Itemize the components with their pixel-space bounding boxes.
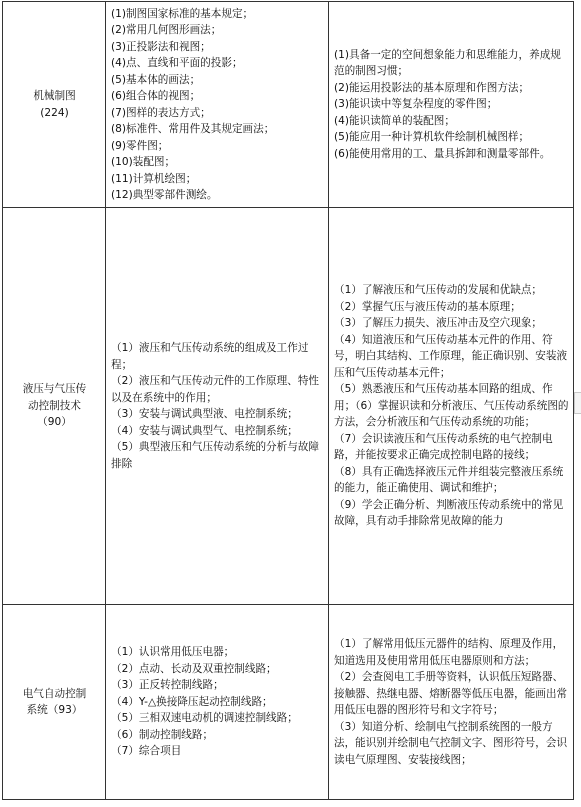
list-item: (1)制图国家标准的基本规定； xyxy=(111,7,254,20)
subject-name: 电气自动控制 xyxy=(22,687,87,700)
list-item: （3）安装与调试典型液、电控制系统； xyxy=(111,408,298,420)
subject-name: 机械制图 xyxy=(33,90,76,102)
list-item: （3）知道分析、绘制电气控制系统图的一般方法，能识别并绘制电气控制文字、图形符号，会识读电气原理图、安装接线图； xyxy=(334,720,568,766)
table-row-mechanical-drawing xyxy=(3,2,574,208)
requirements-cell xyxy=(329,2,574,208)
list-item: (5)基本体的画法； xyxy=(111,73,201,86)
table-row-hydraulic-pneumatic xyxy=(3,208,574,605)
requirements-cell xyxy=(329,605,574,800)
list-item: （5）典型液压和气压传动系统的分析与故障排除 xyxy=(111,441,320,470)
list-item: (4)能识读简单的装配图； xyxy=(334,114,455,127)
list-item: (1)具备一定的空间想象能力和思维能力，养成规范的制图习惯； xyxy=(334,48,561,78)
list-item: （2）液压和气压传动元件的工作原理、特性以及在系统中的作用； xyxy=(111,375,320,404)
list-item: （6）制动控制线路； xyxy=(111,728,214,741)
content-cell xyxy=(106,208,329,605)
side-scroll-handle[interactable] xyxy=(574,392,581,414)
list-item: (4)点、直线和平面的投影； xyxy=(111,57,243,69)
content-cell xyxy=(106,2,329,208)
list-item: （2）会查阅电工手册等资料，认识低压短路器、接触器、热继电器、熔断器等低压电器，能画出常用低压电器的图形符号和文字符号； xyxy=(334,671,568,716)
table-row-electrical-control xyxy=(3,605,574,800)
list-item: (5)能应用一种计算机软件绘制机械图样； xyxy=(334,131,530,144)
curriculum-table xyxy=(2,1,574,800)
subject-name: 动控制技术 xyxy=(28,399,81,412)
requirements-cell xyxy=(329,208,574,605)
list-item: （5）三相双速电动机的调速控制线路； xyxy=(111,712,298,725)
table-body xyxy=(3,2,574,800)
list-item: (12)典型零部件测绘。 xyxy=(111,189,218,201)
list-item: (9)零件图； xyxy=(111,139,169,152)
list-item: （7）综合项目 xyxy=(111,745,182,758)
requirements-cell-text xyxy=(329,280,573,532)
list-item: （8）具有正确选择液压元件并组装完整液压系统的能力，能正确使用、调试和维护； xyxy=(334,465,564,495)
content-cell-text xyxy=(106,4,328,206)
list-item: （4）知道液压和气压传动基本元件的作用、符号，明白其结构、工作原理，能正确识别、安装液压和气压传动基本元件； xyxy=(334,333,568,379)
subject-name: (224) xyxy=(40,106,69,119)
list-item: （1）认识常用低压电器； xyxy=(111,646,235,659)
list-item: （7）会识读液压和气压传动系统的电气控制电路，并能按要求正确完成控制电路的接线； xyxy=(334,432,553,462)
list-item: （1）液压和气压传动系统的组成及工作过程； xyxy=(111,342,309,371)
list-item: (8)标准件、常用件及其规定画法； xyxy=(111,123,275,135)
requirements-cell-text xyxy=(329,634,573,770)
list-item: （2）掌握气压与液压传动的基本原理； xyxy=(334,300,521,313)
subject-cell xyxy=(3,208,106,605)
content-cell xyxy=(106,605,329,800)
subject-cell-text xyxy=(3,86,105,123)
requirements-cell-text xyxy=(329,45,573,165)
list-item: (7)图样的表达方式； xyxy=(111,106,211,119)
content-cell-text xyxy=(106,642,328,762)
subject-cell-text xyxy=(3,379,105,433)
list-item: (6)组合体的视图； xyxy=(111,90,201,102)
subject-name: 系统（93） xyxy=(26,704,83,716)
list-item: （3）了解压力损失、液压冲击及空穴现象； xyxy=(334,317,543,330)
list-item: （5）熟悉液压和气压传动基本回路的组成、作用；（6）掌握识读和分析液压、气压传动系统图的方法，会分析液压和气压传动系统的功能； xyxy=(334,383,569,429)
list-item: （4）安装与调试典型气、电控制系统； xyxy=(111,424,298,437)
list-item: （1）了解液压和气压传动的发展和优缺点； xyxy=(334,284,543,297)
list-item: (3)正投影法和视图； xyxy=(111,40,211,53)
list-item: (3)能识读中等复杂程度的零件图； xyxy=(334,98,498,111)
list-item: （1）了解常用低压元器件的结构、原理及作用，知道选用及使用常用低压电器原则和方法； xyxy=(334,638,564,667)
subject-name: 液压与气压传 xyxy=(22,383,87,396)
subject-cell xyxy=(3,605,106,800)
list-item: (11)计算机绘图； xyxy=(111,172,197,185)
list-item: (2)能运用投影法的基本原理和作图方法； xyxy=(334,81,530,94)
list-item: （2）点动、长动及双重控制线路； xyxy=(111,662,277,675)
list-item: （3）正反转控制线路； xyxy=(111,679,224,692)
list-item: （4）Y-△换接降压起动控制线路； xyxy=(111,695,273,708)
subject-name: （90） xyxy=(37,416,72,429)
list-item: (2)常用几何图形画法； xyxy=(111,24,222,36)
list-item: (6)能使用常用的工、量具拆卸和测量零部件。 xyxy=(334,147,551,160)
subject-cell-text xyxy=(3,684,105,721)
list-item: （9）学会正确分析、判断液压传动系统中的常见故障，具有动手排除常见故障的能力 xyxy=(334,498,564,528)
content-cell-text xyxy=(106,338,328,474)
subject-cell xyxy=(3,2,106,208)
list-item: (10)装配图； xyxy=(111,156,176,168)
